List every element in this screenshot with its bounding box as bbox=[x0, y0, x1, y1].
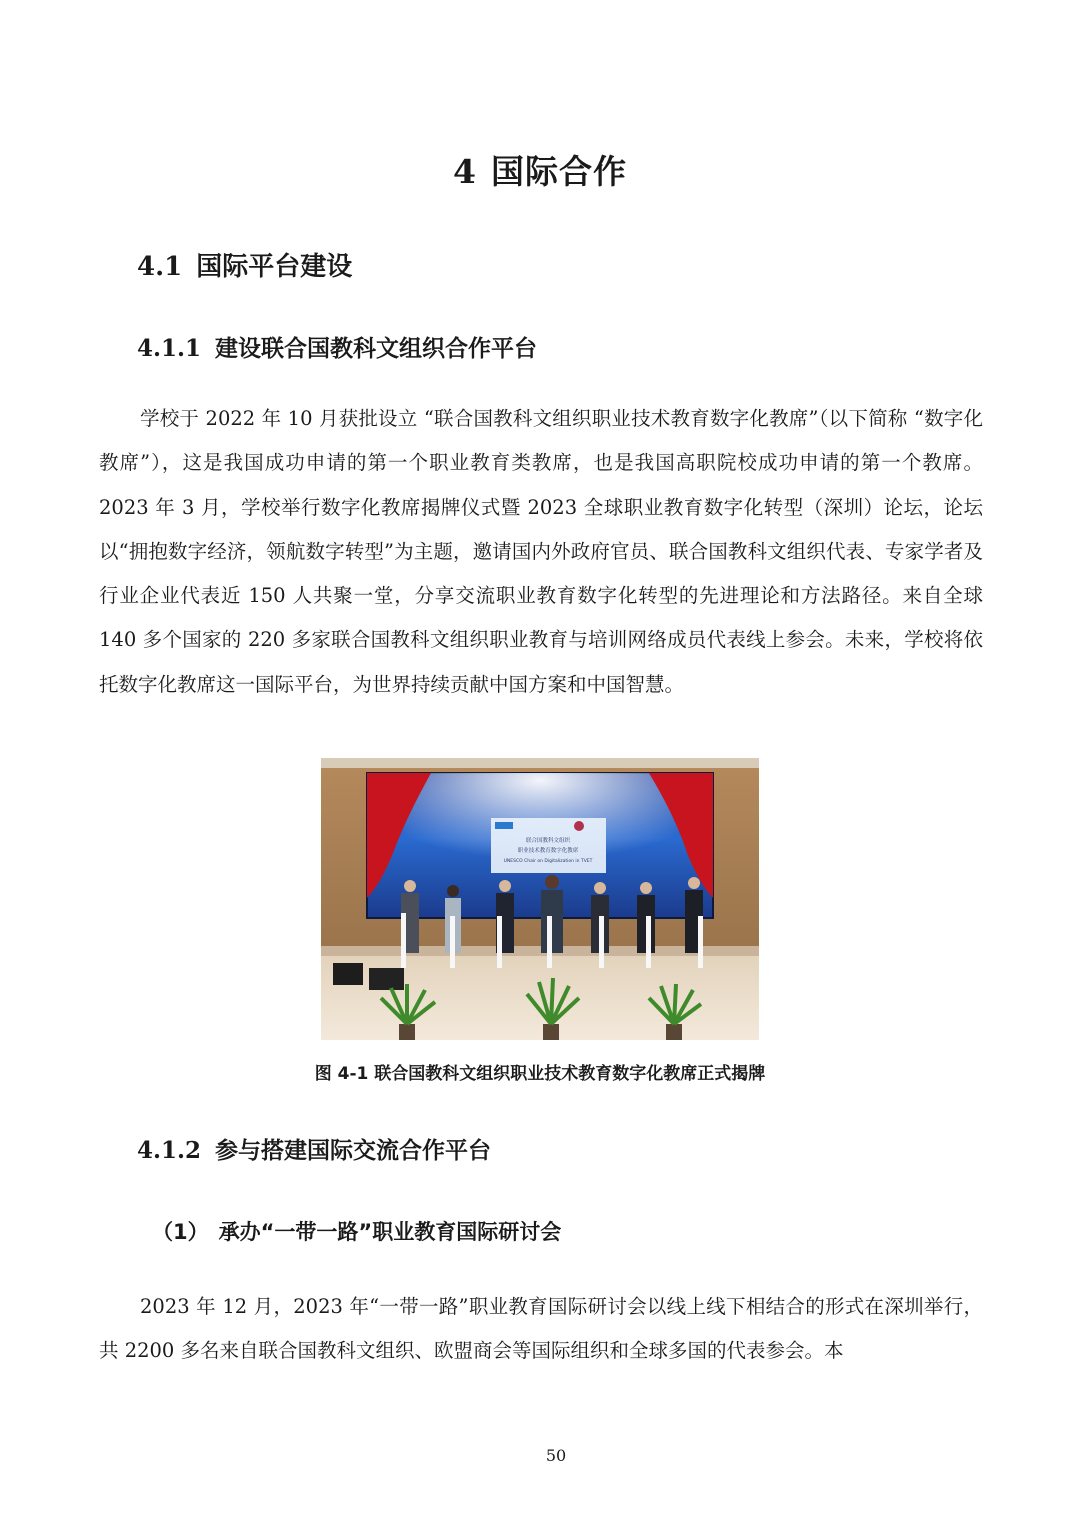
body-paragraph-1: 学校于 2022 年 10 月获批设立 “联合国教科文组织职业技术教育数字化教席”（以下简称 “数字化教席”），这是我国成功申请的第一个职业教育类教席，也是我国高职院校成功申请的第一个教席。2023 年 3 月，学校举行数字化教席揭牌仪式暨 2023 全球职业教育数字化转型（深圳）论坛，论坛以“拥抱数字经济，领航数字转型”为主题，邀请国内外政府官员、联合国教科文组织代表、专家学者及行业企业代表近 150 人共聚一堂，分享交流职业教育数字化转型的先进理论和方法路径。来自全球 140 多个国家的 220 多家联合国教科文组织职业教育与培训网络成员代表线上参会。未来，学校将依托数字化教席这一国际平台，为世界持续贡献中国方案和中国智慧。 bbox=[99, 407, 983, 696]
screen-text-3: UNESCO Chair on Digitalization in TVET bbox=[503, 859, 593, 864]
chapter-title-text: 国际合作 bbox=[490, 152, 627, 191]
chapter-number: 4 bbox=[453, 152, 477, 191]
figure-caption: 图 4-1 联合国教科文组织职业技术教育数字化教席正式揭牌 bbox=[314, 1064, 766, 1084]
section-title: 国际平台建设 bbox=[196, 252, 353, 282]
subsection-number: （1） bbox=[152, 1220, 209, 1244]
chapter-title bbox=[0, 146, 1080, 193]
section-heading-4-1-2 bbox=[137, 1132, 491, 1165]
subsection-title: 承办“一带一路”职业教育国际研讨会 bbox=[218, 1220, 562, 1244]
section-heading-4-1-1 bbox=[137, 330, 537, 363]
section-number: 4.1.1 bbox=[137, 335, 202, 362]
section-title: 参与搭建国际交流合作平台 bbox=[215, 1138, 492, 1164]
body-paragraph-2: 2023 年 12 月，2023 年“一带一路”职业教育国际研讨会以线上线下相结合的形式在深圳举行，共 2200 多名来自联合国教科文组织、欧盟商会等国际组织和全球多国的代表参会。本 bbox=[99, 1295, 983, 1363]
page-number: 50 bbox=[545, 1446, 567, 1465]
screen-text-2: 职业技术教育数字化教席 bbox=[517, 848, 579, 854]
section-title: 建设联合国教科文组织合作平台 bbox=[215, 336, 538, 362]
screen-text-1: 联合国教科文组织 bbox=[525, 838, 571, 844]
unveiling-ceremony-photo bbox=[321, 758, 759, 1040]
section-number: 4.1.2 bbox=[137, 1137, 202, 1164]
section-number: 4.1 bbox=[137, 252, 183, 282]
section-heading-4-1 bbox=[137, 246, 352, 283]
subsection-heading-1 bbox=[152, 1216, 561, 1246]
figure-photo bbox=[321, 758, 759, 1040]
